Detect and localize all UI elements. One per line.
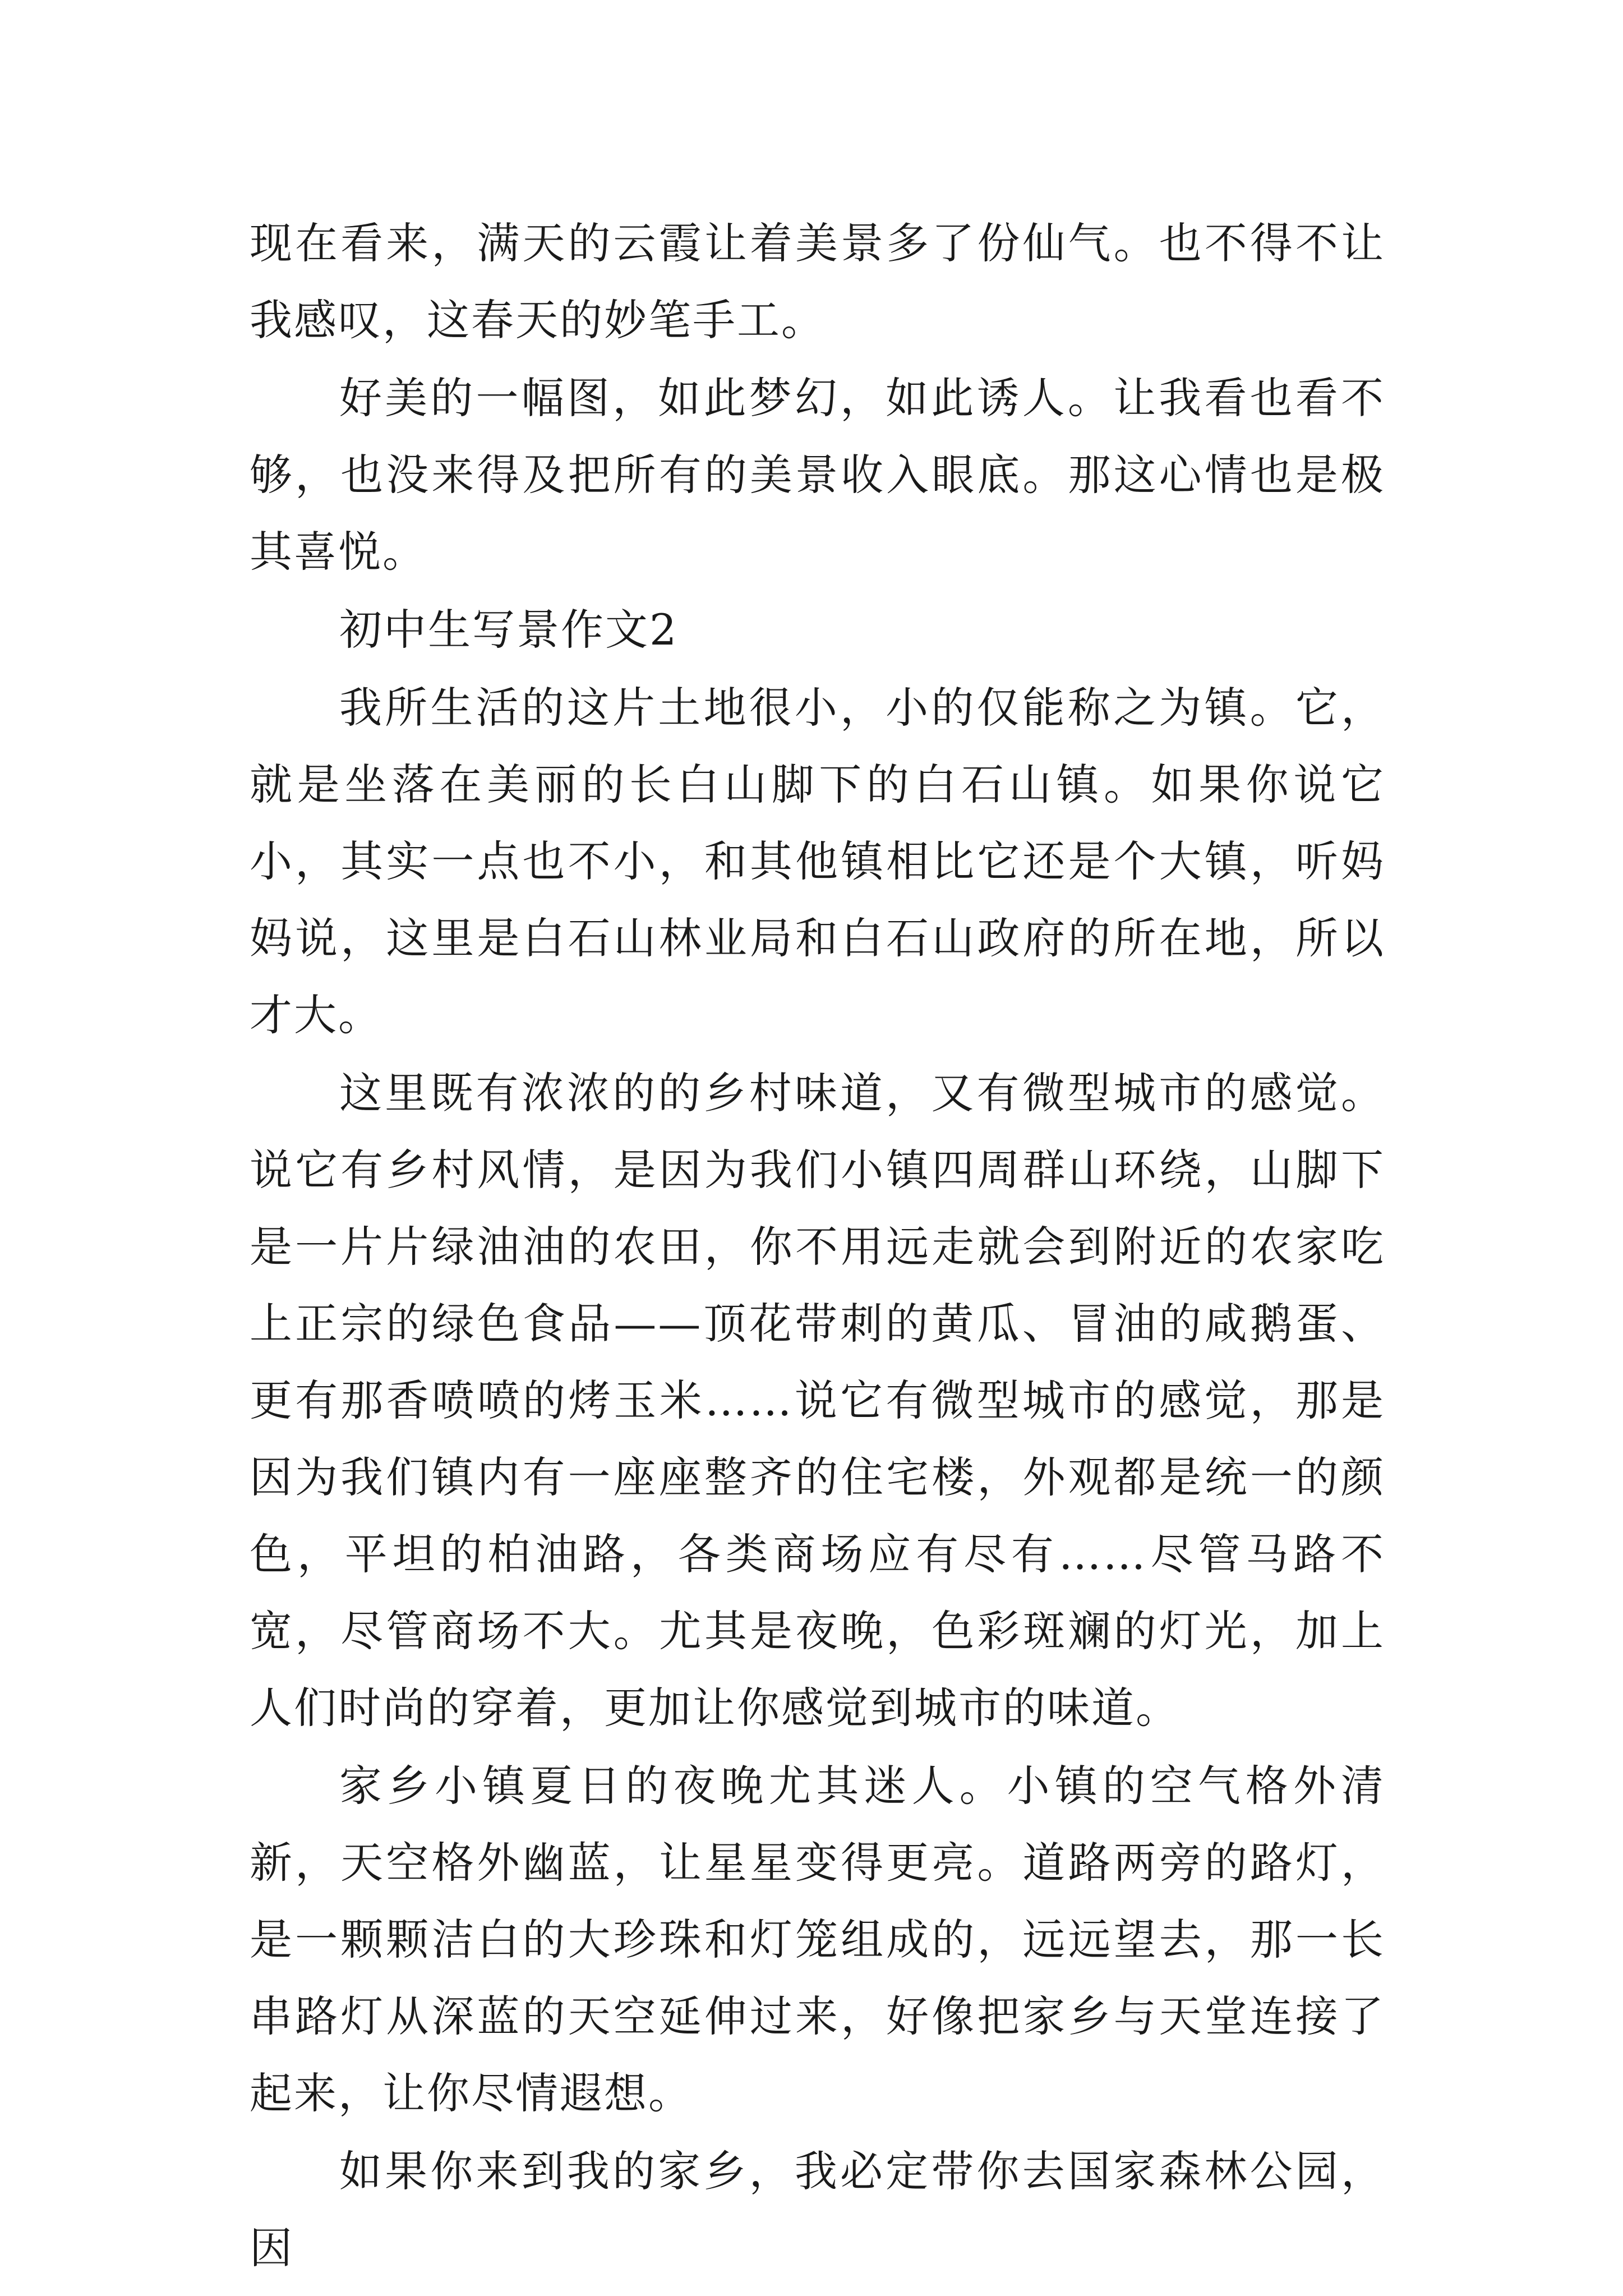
- paragraph: 好美的一幅图，如此梦幻，如此诱人。让我看也看不够，也没来得及把所有的美景收入眼底。那这心情也是极其喜悦。: [250, 373, 1385, 577]
- document-body: [250, 205, 1385, 2286]
- essay-heading: 初中生写景作文2: [339, 605, 679, 655]
- paragraph: 家乡小镇夏日的夜晚尤其迷人。小镇的空气格外清新，天空格外幽蓝，让星星变得更亮。道路两旁的路灯，是一颗颗洁白的大珍珠和灯笼组成的，远远望去，那一长串路灯从深蓝的天空延伸过来，好像把家乡与天堂连接了起来，让你尽情遐想。: [250, 1761, 1385, 2118]
- paragraph-continuation: 现在看来，满天的云霞让着美景多了份仙气。也不得不让我感叹，这春天的妙笔手工。: [250, 218, 1385, 345]
- paragraph: 我所生活的这片土地很小，小的仅能称之为镇。它，就是坐落在美丽的长白山脚下的白石山镇。如果你说它小，其实一点也不小，和其他镇相比它还是个大镇，听妈妈说，这里是白石山林业局和白石山政府的所在地，所以才大。: [250, 683, 1385, 1040]
- paragraph: 如果你来到我的家乡，我必定带你去国家森林公园，因: [250, 2146, 1385, 2273]
- paragraph: 这里既有浓浓的的乡村味道，又有微型城市的感觉。说它有乡村风情，是因为我们小镇四周群山环绕，山脚下是一片片绿油油的农田，你不用远走就会到附近的农家吃上正宗的绿色食品——顶花带刺的黄瓜、冒油的咸鹅蛋、更有那香喷喷的烤玉米……说它有微型城市的感觉，那是因为我们镇内有一座座整齐的住宅楼，外观都是统一的颜色，平坦的柏油路，各类商场应有尽有……尽管马路不宽，尽管商场不大。尤其是夜晚，色彩斑斓的灯光，加上人们时尚的穿着，更加让你感觉到城市的味道。: [250, 1068, 1385, 1733]
